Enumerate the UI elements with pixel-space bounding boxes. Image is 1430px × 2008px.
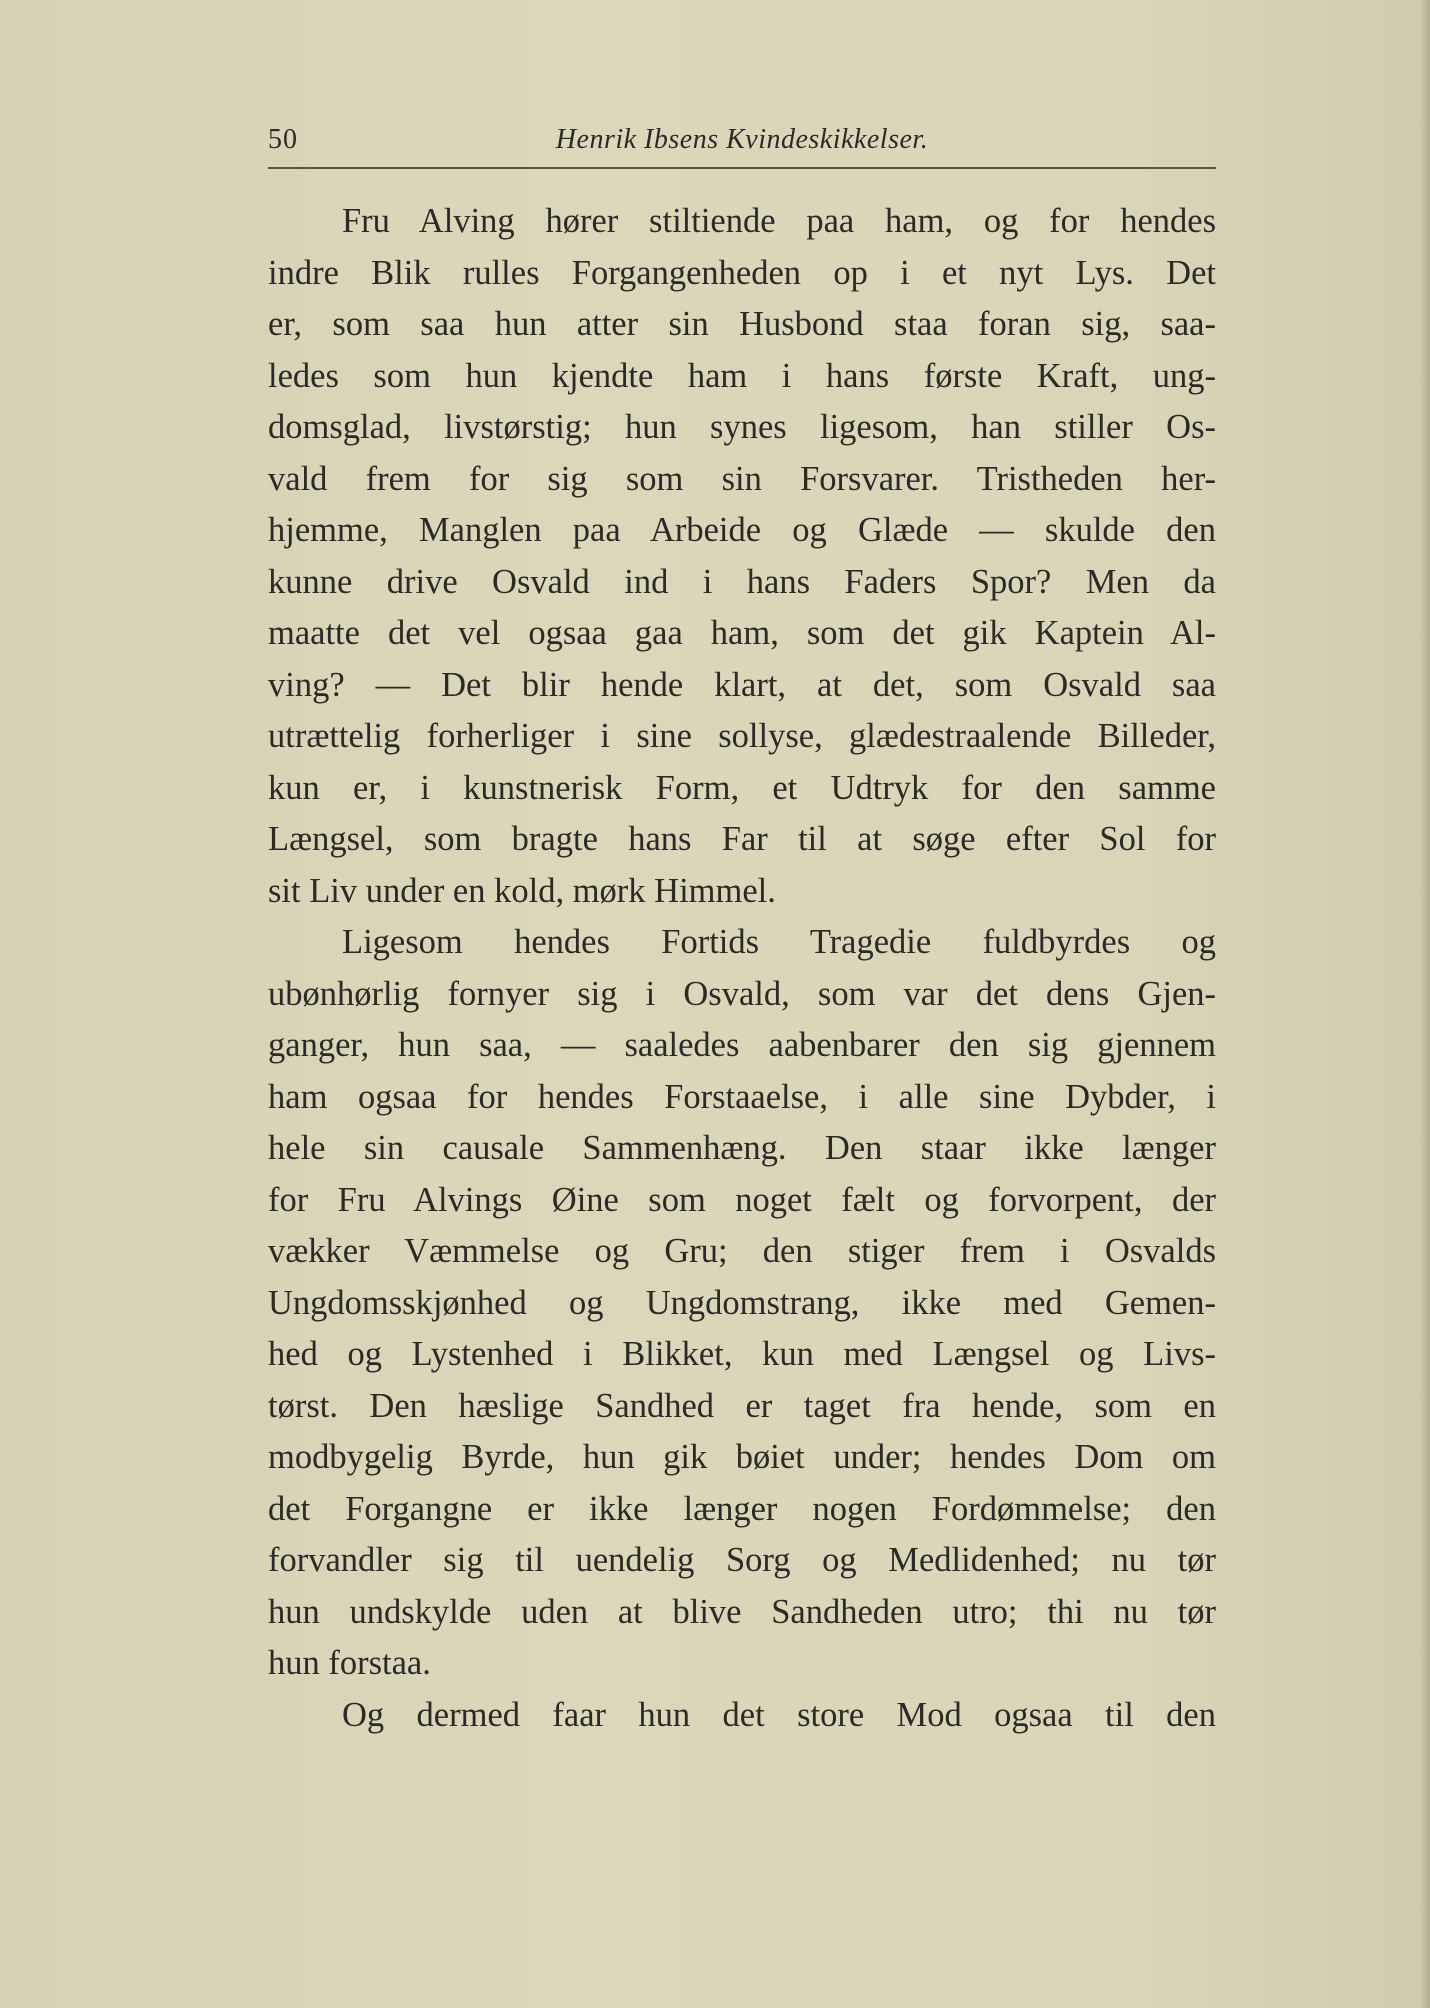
page-header — [268, 118, 1216, 162]
text-line: hun forstaa. — [268, 1644, 431, 1682]
text-line: ham ogsaa for hendes Forstaaelse, i alle sine Dybder, i — [268, 1077, 1216, 1116]
text-line: indre Blik rulles Forgangenheden op i et nyt Lys. Det — [268, 253, 1216, 292]
running-title: Henrik Ibsens Kvindeskikkelser. — [555, 124, 929, 155]
text-line: ubønhørlig fornyer sig i Osvald, som var det dens Gjen- — [268, 974, 1216, 1013]
text-line: utrættelig forherliger i sine sollyse, glædestraalende Billeder, — [268, 717, 1216, 755]
text-line: hjemme, Manglen paa Arbeide og Glæde — skulde den — [268, 511, 1216, 549]
header-rule — [268, 167, 1216, 169]
text-line: Ligesom hendes Fortids Tragedie fuldbyrdes og — [342, 923, 1216, 961]
text-line: hun undskylde uden at blive Sandheden utro; thi nu tør — [268, 1592, 1216, 1631]
text-line: modbygelig Byrde, hun gik bøiet under; hendes Dom om — [268, 1438, 1216, 1476]
text-line: ganger, hun saa, — saaledes aabenbarer den sig gjennem — [268, 1026, 1216, 1064]
text-line: Ungdomsskjønhed og Ungdomstrang, ikke med Gemen- — [268, 1283, 1216, 1322]
text-line: kunne drive Osvald ind i hans Faders Spor? Men da — [268, 562, 1216, 601]
page-edge-shadow — [1420, 0, 1430, 2008]
body-text — [268, 196, 1216, 1741]
text-line: ledes som hun kjendte ham i hans første Kraft, ung- — [268, 356, 1216, 395]
text-line: hed og Lystenhed i Blikket, kun med Længsel og Livs- — [268, 1335, 1216, 1373]
text-line: det Forgangne er ikke længer nogen Fordømmelse; den — [268, 1489, 1216, 1528]
text-line: maatte det vel ogsaa gaa ham, som det gik Kaptein Al- — [268, 614, 1216, 652]
text-line: hele sin causale Sammenhæng. Den staar ikke længer — [268, 1129, 1216, 1167]
text-line: Og dermed faar hun det store Mod ogsaa til den — [342, 1695, 1216, 1734]
text-line: forvandler sig til uendelig Sorg og Medlidenhed; nu tør — [268, 1541, 1216, 1579]
text-line: for Fru Alvings Øine som noget fælt og forvorpent, der — [268, 1180, 1216, 1219]
text-line: Fru Alving hører stiltiende paa ham, og for hendes — [342, 202, 1216, 240]
text-line: ving? — Det blir hende klart, at det, som Osvald saa — [268, 665, 1216, 704]
text-line: tørst. Den hæslige Sandhed er taget fra hende, som en — [268, 1386, 1216, 1425]
text-line: vald frem for sig som sin Forsvarer. Tristheden her- — [268, 459, 1216, 498]
text-line: er, som saa hun atter sin Husbond staa foran sig, saa- — [268, 305, 1216, 343]
text-line: vækker Væmmelse og Gru; den stiger frem i Osvalds — [268, 1232, 1216, 1270]
text-line: Længsel, som bragte hans Far til at søge efter Sol for — [268, 820, 1216, 858]
text-line: domsglad, livstørstig; hun synes ligesom, han stiller Os- — [268, 408, 1216, 446]
text-line: kun er, i kunstnerisk Form, et Udtryk for den samme — [268, 768, 1216, 807]
text-line: sit Liv under en kold, mørk Himmel. — [268, 871, 776, 910]
page-number: 50 — [268, 124, 298, 155]
